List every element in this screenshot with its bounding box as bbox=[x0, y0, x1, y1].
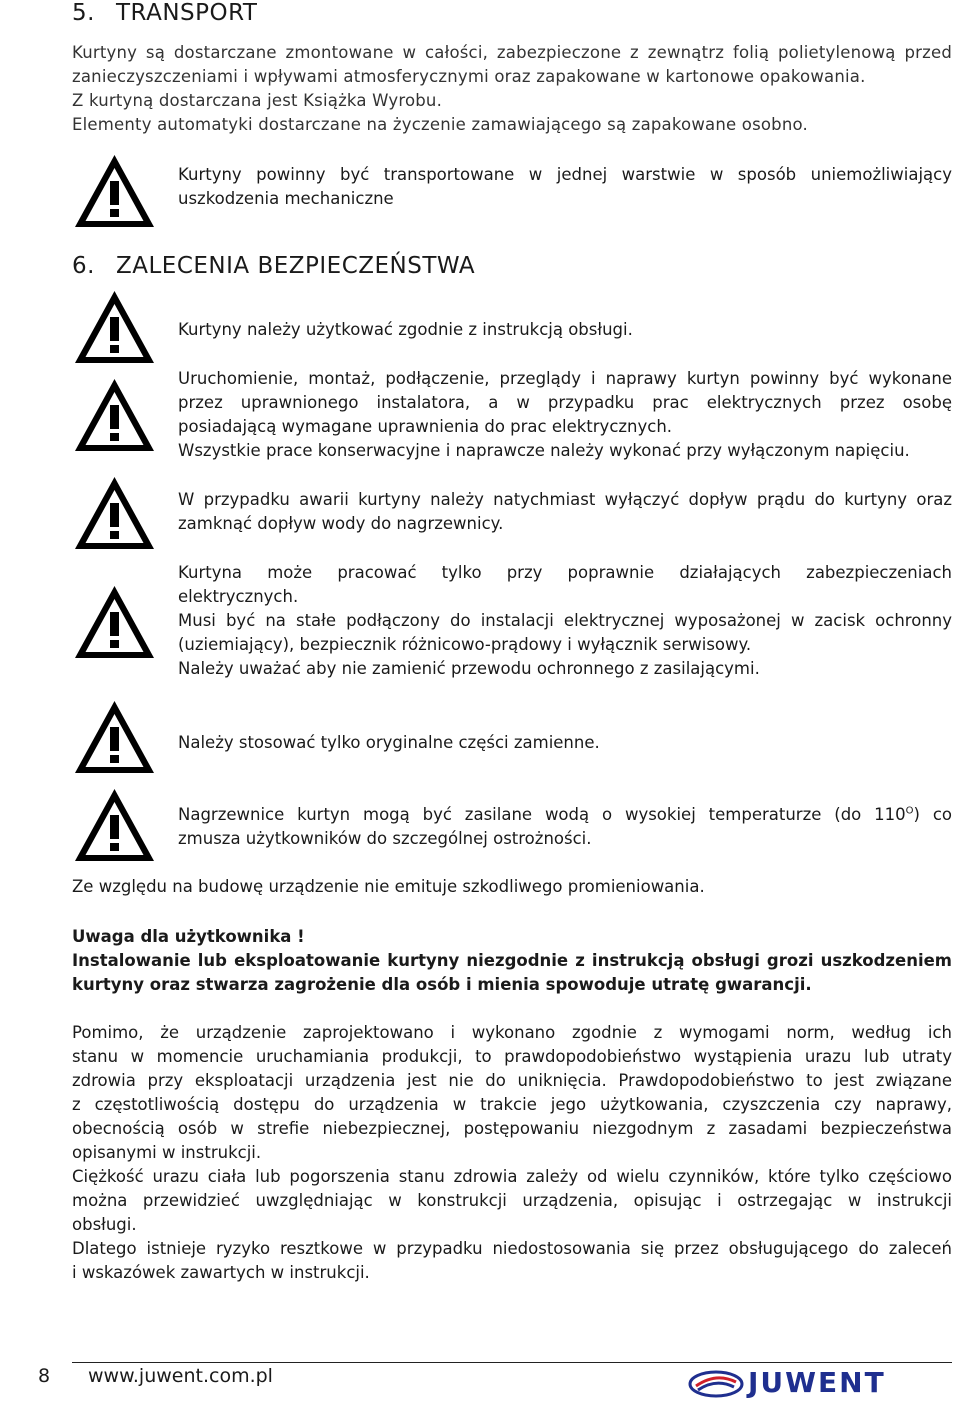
paragraph-line: Pomimo, że urządzenie zaprojektowano i wykonano zgodnie z wymogami norm, według ich bbox=[72, 1023, 952, 1042]
paragraph-line: obsługi. bbox=[72, 1215, 137, 1234]
warning-text: elektrycznych. bbox=[178, 587, 299, 606]
warning-text: Musi być na stałe podłączony do instalacji elektrycznej wyposażonej w zacisk ochronny bbox=[178, 611, 952, 630]
warning-triangle-icon bbox=[72, 288, 157, 366]
warning-text-part: Nagrzewnice kurtyn mogą być zasilane wodą o wysokiej temperaturze (do 110 bbox=[178, 805, 906, 824]
warning-text: (uziemiający), bezpiecznik różnicowo-prądowy i wyłącznik serwisowy. bbox=[178, 635, 752, 654]
paragraph-line: i wskazówek zawartych w instrukcji. bbox=[72, 1263, 370, 1282]
warning-triangle-icon bbox=[72, 786, 157, 864]
paragraph-line: można przewidzieć uwzględniając w konstrukcji urządzenia, opisując i ostrzegając w instrukcji bbox=[72, 1191, 952, 1210]
notice-title: Uwaga dla użytkownika ! bbox=[72, 927, 305, 946]
warning-triangle-icon bbox=[72, 152, 157, 230]
section-number: 5. bbox=[72, 0, 95, 26]
paragraph-line: opisanymi w instrukcji. bbox=[72, 1143, 262, 1162]
notice-text: kurtyny oraz stwarza zagrożenie dla osób i mienia spowoduje utratę gwarancji. bbox=[72, 975, 812, 994]
notice-text: Instalowanie lub eksploatowanie kurtyny niezgodnie z instrukcją obsługi grozi uszkodzeniem bbox=[72, 951, 952, 970]
paragraph-line: z częstotliwością dostępu do urządzenia w trakcie jego użytkowania, czyszczenia czy naprawy, bbox=[72, 1095, 952, 1114]
section-number: 6. bbox=[72, 253, 95, 279]
warning-text: zamknąć dopływ wody do nagrzewnicy. bbox=[178, 514, 504, 533]
warning-text: W przypadku awarii kurtyny należy natychmiast wyłączyć dopływ prądu do kurtyny oraz bbox=[178, 490, 952, 509]
footer-link[interactable]: www.juwent.com.pl bbox=[88, 1365, 273, 1387]
warning-text: zmusza użytkowników do szczególnej ostrożności. bbox=[178, 829, 592, 848]
warning-text bbox=[178, 803, 952, 827]
paragraph-line: Dlatego istnieje ryzyko resztkowe w przypadku niedostosowania się przez obsługującego do zaleceń bbox=[72, 1239, 952, 1258]
paragraph-line: zdrowia przy eksploatacji urządzenia jest nie do uniknięcia. Prawdopodobieństwo to jest związane bbox=[72, 1071, 952, 1090]
juwent-logo bbox=[688, 1366, 950, 1399]
warning-text: uszkodzenia mechaniczne bbox=[178, 189, 394, 208]
warning-triangle-icon bbox=[72, 376, 157, 454]
warning-triangle-icon bbox=[72, 583, 157, 661]
logo-mark-icon bbox=[688, 1370, 744, 1398]
paragraph-line: stanu w momencie uruchamiania produkcji, to prawdopodobieństwo wystąpienia urazu lub utraty bbox=[72, 1047, 952, 1066]
paragraph-line: Kurtyny są dostarczane zmontowane w całości, zabezpieczone z zewnątrz folią polietylenową przed bbox=[72, 43, 952, 62]
page-number: 8 bbox=[38, 1365, 51, 1387]
warning-text: posiadającą wymagane uprawnienia do prac elektrycznych. bbox=[178, 417, 673, 436]
warning-text: Kurtyny powinny być transportowane w jednej warstwie w sposób uniemożliwiający bbox=[178, 165, 952, 184]
paragraph-line: zanieczyszczeniami i wpływami atmosferycznymi oraz zapakowane w kartonowe opakowania. bbox=[72, 67, 866, 86]
section-5-heading bbox=[72, 0, 257, 26]
warning-text: Uruchomienie, montaż, podłączenie, przeglądy i naprawy kurtyn powinny być wykonane bbox=[178, 369, 952, 388]
section-6-heading bbox=[72, 253, 475, 279]
logo-text: JUWENT bbox=[748, 1366, 886, 1399]
degree-superscript: O bbox=[905, 805, 914, 817]
paragraph-line: obecnością osób w strefie niebezpiecznej, postępowaniu niezgodnym z zasadami bezpieczeństwa bbox=[72, 1119, 952, 1138]
warning-text-part: ) co bbox=[913, 805, 952, 824]
section-title: ZALECENIA BEZPIECZEŃSTWA bbox=[116, 253, 476, 279]
section-title: TRANSPORT bbox=[116, 0, 258, 26]
warning-text: Należy stosować tylko oryginalne części zamienne. bbox=[178, 733, 600, 752]
warning-text: Należy uważać aby nie zamienić przewodu ochronnego z zasilającymi. bbox=[178, 659, 760, 678]
paragraph-line: Elementy automatyki dostarczane na życzenie zamawiającego są zapakowane osobno. bbox=[72, 115, 808, 134]
warning-triangle-icon bbox=[72, 698, 157, 776]
warning-text: Kurtyna może pracować tylko przy poprawnie działających zabezpieczeniach bbox=[178, 563, 952, 582]
warning-text: Wszystkie prace konserwacyjne i naprawcze należy wykonać przy wyłączonym napięciu. bbox=[178, 441, 910, 460]
paragraph-line: Z kurtyną dostarczana jest Książka Wyrobu. bbox=[72, 91, 443, 110]
paragraph-line: Ciężkość urazu ciała lub pogorszenia stanu zdrowia zależy od wielu czynników, które tylko częściowo bbox=[72, 1167, 952, 1186]
radiation-note: Ze względu na budowę urządzenie nie emituje szkodliwego promieniowania. bbox=[72, 877, 705, 896]
footer-divider bbox=[72, 1362, 952, 1363]
warning-triangle-icon bbox=[72, 474, 157, 552]
warning-text: przez uprawnionego instalatora, a w przypadku prac elektrycznych przez osobę bbox=[178, 393, 952, 412]
warning-text: Kurtyny należy użytkować zgodnie z instrukcją obsługi. bbox=[178, 320, 633, 339]
